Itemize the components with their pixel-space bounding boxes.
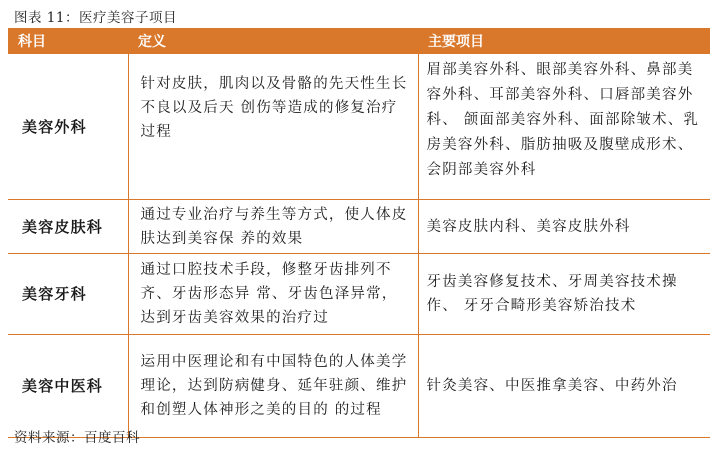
cosmetic-medicine-table — [8, 28, 710, 438]
subject-cell: 美容外科 — [8, 54, 128, 200]
subject-cell: 美容皮肤科 — [8, 200, 128, 254]
header-definition: 定义 — [128, 28, 418, 54]
projects-cell: 美容皮肤内科、美容皮肤外科 — [418, 200, 710, 254]
definition-cell: 通过专业治疗与养生等方式，使人体皮肤达到美容保 养的效果 — [128, 200, 418, 254]
table-row — [8, 335, 710, 438]
definition-cell: 通过口腔技术手段，修整牙齿排列不齐、牙齿形态异 常、牙齿色泽异常，达到牙齿美容效果的治疗过 — [128, 254, 418, 335]
subject-cell: 美容中医科 — [8, 335, 128, 438]
definition-cell: 针对皮肤，肌肉以及骨骼的先天性生长不良以及后天 创伤等造成的修复治疗过程 — [128, 54, 418, 200]
table-row — [8, 200, 710, 254]
projects-cell: 牙齿美容修复技术、牙周美容技术操作、 牙牙合畸形美容矫治技术 — [418, 254, 710, 335]
definition-cell: 运用中医理论和有中国特色的人体美学理论，达到防病健身、延年驻颜、维护和创塑人体神形之美的目的 的过程 — [128, 335, 418, 438]
source-note: 资料来源：百度百科 — [14, 430, 140, 446]
projects-cell: 针灸美容、中医推拿美容、中药外治 — [418, 335, 710, 438]
figure-caption: 图表 11：医疗美容子项目 — [14, 10, 177, 26]
header-subject: 科目 — [8, 28, 128, 54]
table-row — [8, 54, 710, 200]
subject-cell: 美容牙科 — [8, 254, 128, 335]
projects-cell: 眉部美容外科、眼部美容外科、鼻部美容外科、耳部美容外科、口唇部美容外科、 颌面部美容外科、面部除皱术、乳房美容外科、脂肪抽吸及腹壁成形术、会阴部美容外科 — [418, 54, 710, 200]
table-header-row — [8, 28, 710, 54]
header-projects: 主要项目 — [418, 28, 710, 54]
table-row — [8, 254, 710, 335]
